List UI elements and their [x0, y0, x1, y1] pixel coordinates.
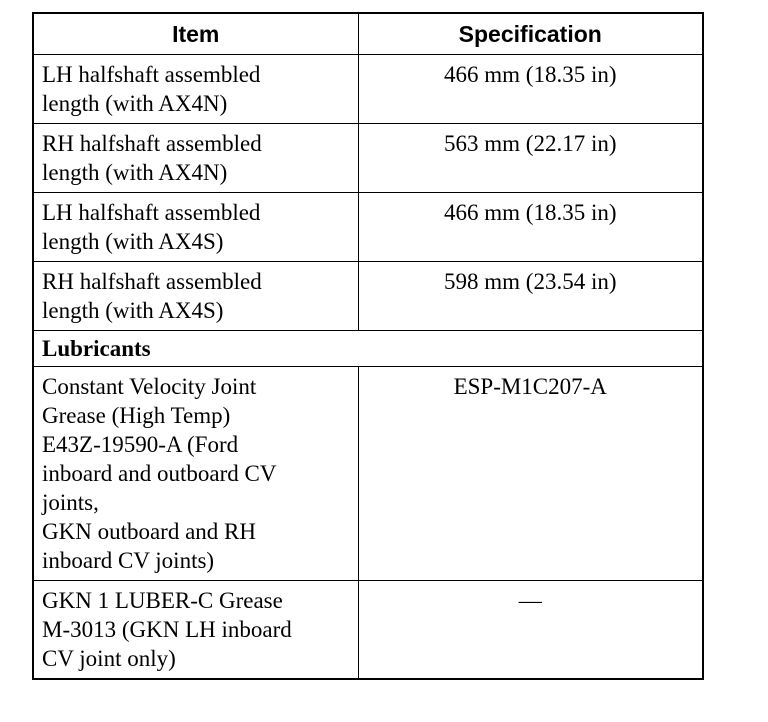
item-cell: LH halfshaft assembled length (with AX4S) [33, 193, 358, 262]
specification-cell: ESP-M1C207-A [358, 367, 703, 581]
specification-cell: 466 mm (18.35 in) [358, 193, 703, 262]
specification-cell: 466 mm (18.35 in) [358, 55, 703, 124]
item-cell: Constant Velocity Joint Grease (High Temp) E43Z-19590-A (Ford inboard and outboard CV joints, GKN outboard and RH inboard CV joints) [33, 367, 358, 581]
column-header-item: Item [33, 13, 358, 55]
specification-cell: — [358, 581, 703, 680]
specification-table [32, 12, 704, 680]
item-cell: RH halfshaft assembled length (with AX4N) [33, 124, 358, 193]
item-cell: RH halfshaft assembled length (with AX4S) [33, 262, 358, 331]
item-cell: LH halfshaft assembled length (with AX4N) [33, 55, 358, 124]
section-heading-row [33, 331, 703, 367]
column-header-specification: Specification [358, 13, 703, 55]
specification-cell: 563 mm (22.17 in) [358, 124, 703, 193]
table-row [33, 124, 703, 193]
item-cell: GKN 1 LUBER-C Grease M-3013 (GKN LH inboard CV joint only) [33, 581, 358, 680]
table-row [33, 581, 703, 680]
table-row [33, 262, 703, 331]
specification-cell: 598 mm (23.54 in) [358, 262, 703, 331]
section-heading-lubricants: Lubricants [33, 331, 703, 367]
table-row [33, 55, 703, 124]
table-row [33, 193, 703, 262]
table-row [33, 367, 703, 581]
table-header-row [33, 13, 703, 55]
